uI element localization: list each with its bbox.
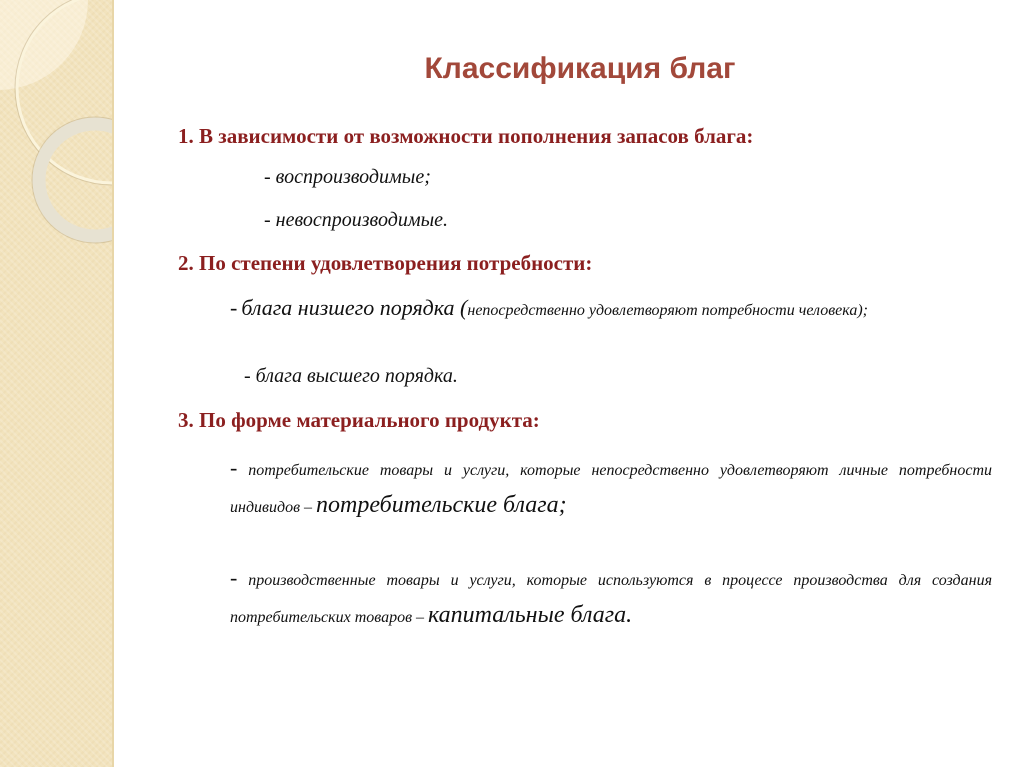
list-item: - потребительские товары и услуги, которые непосредственно удовлетворяют личные потребности индивидов – потребительские блага; — [230, 455, 992, 518]
list-item: - блага низшего порядка (непосредственно удовлетворяют потребности человека); — [230, 295, 868, 320]
decorative-sidebar — [0, 0, 114, 767]
list-item: - производственные товары и услуги, которые используются в процессе производства для создания потребительских товаров – капитальные блага. — [230, 565, 993, 628]
list-item: - невоспроизводимые. — [264, 209, 449, 231]
list-item: - воспроизводимые; — [264, 166, 431, 188]
list-item: - блага высшего порядка. — [244, 365, 458, 387]
section-1-heading: 1. В зависимости от возможности пополнения запасов блага: — [178, 124, 754, 148]
slide-title: Классификация благ — [424, 52, 736, 85]
decorative-rings-icon — [0, 0, 112, 767]
section-2-heading: 2. По степени удовлетворения потребности: — [178, 251, 593, 275]
section-3-heading: 3. По форме материального продукта: — [178, 408, 540, 432]
